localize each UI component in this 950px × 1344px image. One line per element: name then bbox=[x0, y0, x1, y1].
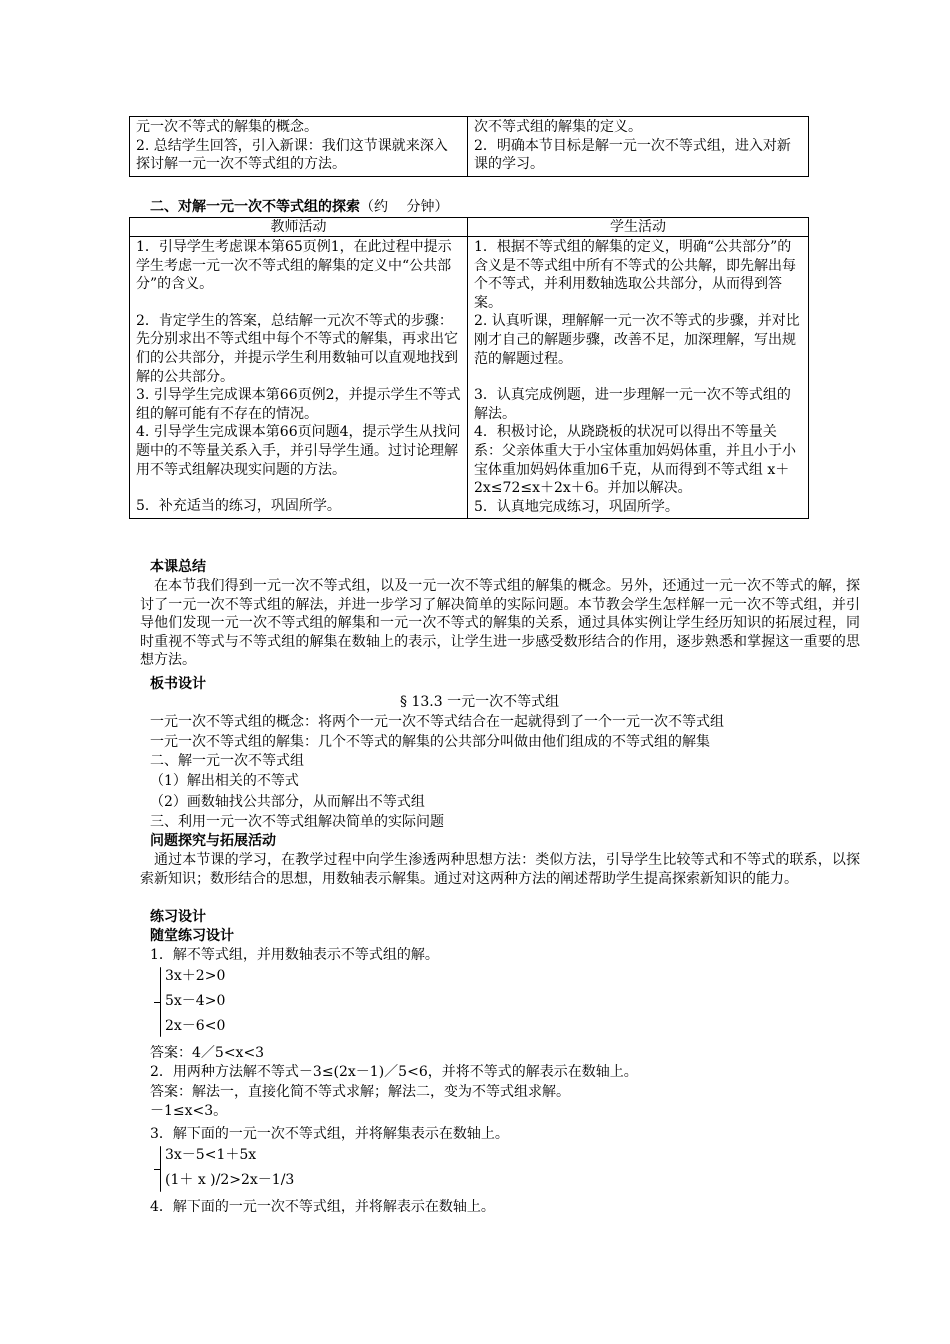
top-right-line-2: 2．明确本节目标是解一元一次不等式组，进入对新课的学习。 bbox=[474, 137, 791, 173]
answer-2-line-1: 答案：解法一，直接化简不等式求解；解法二，变为不等式组求解。 bbox=[150, 1084, 570, 1100]
board-line-1: 一元一次不等式组的概念：将两个一元一次不等式结合在一起就得到了一个一元一次不等式组 bbox=[150, 714, 724, 730]
student-item-5: 5．认真地完成练习，巩固所学。 bbox=[474, 498, 679, 515]
top-left-line-1: 元一次不等式的解集的概念。 bbox=[136, 119, 318, 135]
teacher-item-3: 3. 引导学生完成课本第66页例2，并提示学生不等式组的解可能有不存在的情况。 bbox=[136, 387, 461, 422]
system-3-line-2: (1＋ x )/2>2x－1/3 bbox=[165, 1172, 295, 1188]
question-3: 3．解下面的一元一次不等式组，并将解集表示在数轴上。 bbox=[150, 1126, 509, 1142]
answer-2-line-2: －1≤x<3。 bbox=[150, 1103, 228, 1119]
answer-1: 答案：4／5<x<3 bbox=[150, 1045, 265, 1061]
system-1-line-3: 2x－6<0 bbox=[165, 1018, 226, 1034]
system-3-line-1: 3x－5<1＋5x bbox=[165, 1147, 257, 1163]
board-line-3: 二、解一元一次不等式组 bbox=[150, 753, 304, 769]
teacher-item-2: 2．肯定学生的答案，总结解一元次不等式的步骤：先分别求出不等式组中每个不等式的解集，再求出它们的公共部分，并提示学生利用数轴可以直观地找到解的公共部分。 bbox=[136, 312, 458, 385]
section-2-time: （约 分钟） bbox=[360, 199, 449, 215]
teacher-spacer bbox=[136, 479, 461, 497]
student-item-3: 3．认真完成例题，进一步理解一元一次不等式组的解法。 bbox=[474, 387, 791, 422]
question-4: 4．解下面的一元一次不等式组，并将解表示在数轴上。 bbox=[150, 1199, 495, 1215]
system-3-brace bbox=[160, 1146, 161, 1192]
student-activity-cell bbox=[468, 237, 809, 519]
teacher-item-5: 5．补充适当的练习，巩固所学。 bbox=[136, 498, 341, 515]
top-right-line-1: 次不等式组的解集的定义。 bbox=[474, 119, 642, 135]
top-left-line-2: 2. 总结学生回答，引入新课：我们这节课就来深入探讨解一元一次不等式组的方法。 bbox=[136, 137, 448, 173]
teacher-item-1: 1．引导学生考虑课本第65页例1，在此过程中提示学生考虑一元一次不等式组的解集的定义中“公共部分”的含义。 bbox=[136, 239, 452, 293]
system-1-line-1: 3x＋2>0 bbox=[165, 968, 226, 984]
practice-subtitle: 随堂练习设计 bbox=[150, 928, 234, 944]
system-1-brace bbox=[160, 967, 161, 1037]
top-right-cell bbox=[468, 117, 809, 177]
student-item-4: 4．积极讨论，从跷跷板的状况可以得出不等量关系：父亲体重大于小宝体重加妈妈体重，并且小于小宝体重加妈妈体重加6千克，从而得到不等式组 x＋2x≤72≤x＋2x＋6。并加以解决。 bbox=[474, 424, 796, 497]
system-1-line-2: 5x－4>0 bbox=[165, 993, 226, 1009]
section-2-title bbox=[150, 198, 448, 217]
top-table bbox=[129, 116, 809, 177]
board-line-5: （2）画数轴找公共部分，从而解出不等式组 bbox=[150, 794, 425, 810]
student-activity-header: 学生活动 bbox=[468, 218, 809, 237]
question-1: 1．解不等式组，并用数轴表示不等式组的解。 bbox=[150, 947, 439, 963]
board-line-2: 一元一次不等式组的解集：几个不等式的解集的公共部分叫做由他们组成的不等式组的解集 bbox=[150, 734, 710, 750]
board-title: 板书设计 bbox=[150, 676, 206, 692]
board-line-4: （1）解出相关的不等式 bbox=[150, 773, 299, 789]
activity-table bbox=[129, 217, 809, 519]
summary-title: 本课总结 bbox=[150, 559, 206, 575]
teacher-activity-cell bbox=[130, 237, 468, 519]
teacher-item-4: 4. 引导学生完成课本第66页问题4，提示学生从找问题中的不等量关系入手，并引导学生通。过讨论理解用不等式组解决现实问题的方法。 bbox=[136, 424, 461, 478]
top-left-cell bbox=[130, 117, 468, 177]
explore-title: 问题探究与拓展活动 bbox=[150, 833, 276, 849]
explore-text: 通过本节课的学习，在教学过程中向学生渗透两种思想方法：类似方法，引导学生比较等式和不等式的联系，以探索新知识；数形结合的思想，用数轴表示解集。通过对这两种方法的阐述帮助学生提高探索新知识的能力。 bbox=[140, 852, 860, 887]
section-2-title-text: 二、对解一元一次不等式组的探索 bbox=[150, 199, 360, 215]
teacher-spacer bbox=[136, 294, 461, 312]
student-item-1: 1．根据不等式组的解集的定义，明确“公共部分”的含义是不等式组中所有不等式的公共解，即先解出每个不等式，并利用数轴选取公共部分，从而得到答案。 bbox=[474, 239, 796, 311]
board-heading: § 13.3 一元一次不等式组 bbox=[400, 694, 560, 710]
student-spacer bbox=[474, 368, 802, 386]
student-item-2: 2. 认真听课，理解解一元一次不等式的步骤，并对比刚才自己的解题步骤，改善不足，加深理解，写出规范的解题过程。 bbox=[474, 313, 800, 367]
teacher-activity-header: 教师活动 bbox=[130, 218, 468, 237]
summary-text: 在本节我们得到一元一次不等式组，以及一元一次不等式组的解集的概念。另外，还通过一元一次不等式的解，探讨了一元一次不等式组的解法，并进一步学习了解决简单的实际问题。本节教会学生怎样解一元一次不等式组，并引导他们发现一元一次不等式组的解集和一元一次不等式的解集的关系，通过具体实例让学生经历知识的拓展过程，同时重视不等式与不等式组的解集在数轴上的表示，让学生进一步感受数形结合的作用，逐步熟悉和掌握这一重要的思想方法。 bbox=[140, 578, 860, 669]
board-line-6: 三、利用一元一次不等式组解决简单的实际问题 bbox=[150, 814, 444, 830]
question-2: 2．用两种方法解不等式－3≤(2x－1)／5<6，并将不等式的解表示在数轴上。 bbox=[150, 1064, 638, 1080]
practice-title: 练习设计 bbox=[150, 909, 206, 925]
